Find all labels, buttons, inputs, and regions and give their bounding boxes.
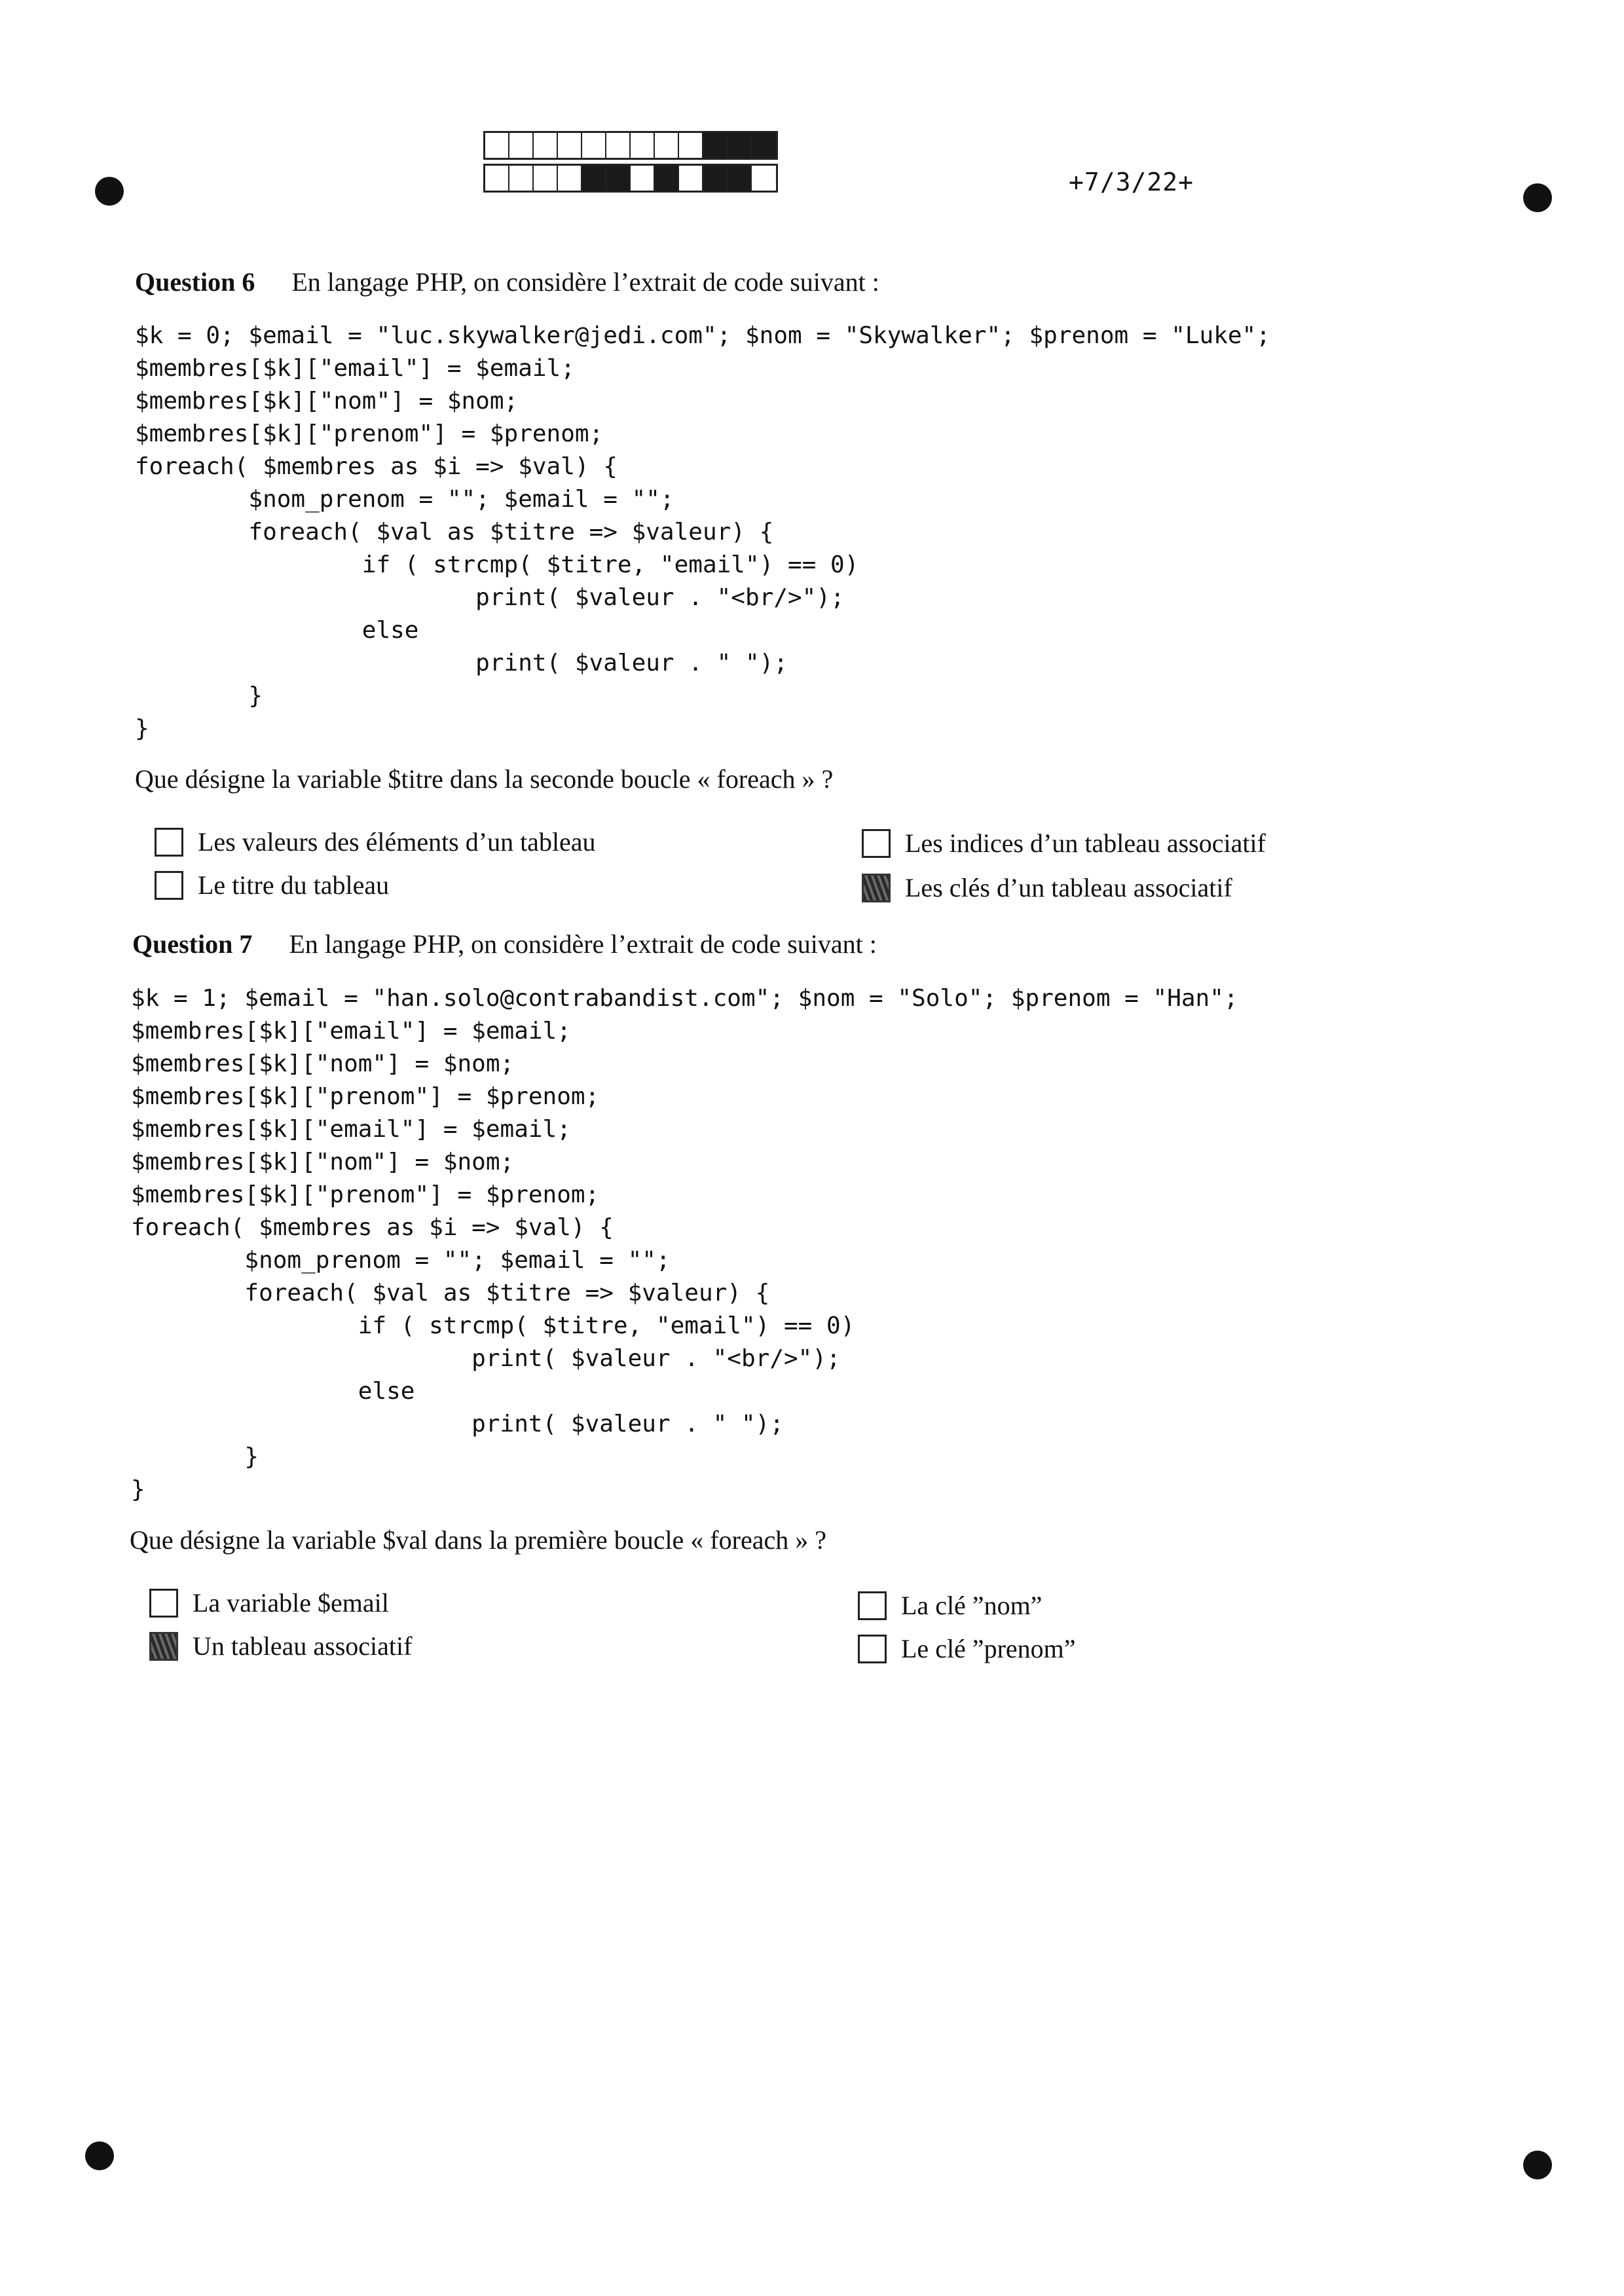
checkbox[interactable] [862,829,891,858]
question-intro: En langage PHP, on considère l’extrait de code suivant : [289,929,877,959]
barcode-cell [509,133,534,158]
barcode-cell [631,166,655,191]
code-block-q6: $k = 0; $email = "luc.skywalker@jedi.com"; $nom = "Skywalker"; $prenom = "Luke"; $membres[$k]["email"] = $email; $membres[$k]["nom"] = $nom; $membres[$k]["prenom"] = $prenom; foreach( $membres as $i => $val) { $nom_prenom = ""; $email = ""; foreach( $val as $titre => $valeur) { if ( strcmp( $titre, "email") == 0) print( $valeur . "<br/>"); else print( $valeur . " "); } } [135,322,1270,742]
registration-mark-bottom-right [1523,2151,1552,2179]
barcode-cell [728,133,752,158]
q7-choice-3[interactable] [858,1590,1042,1621]
checkbox[interactable] [858,1591,887,1620]
q7-choice-1[interactable] [149,1587,389,1618]
registration-mark-top-right [1523,183,1552,212]
question-label: Question 7 [132,929,253,959]
page-id: +7/3/22+ [1069,168,1194,196]
question-label: Question 6 [135,267,255,297]
choice-label: Les indices d’un tableau associatif [905,828,1266,858]
registration-mark-top-left [95,177,124,206]
choice-label: La variable $email [193,1588,389,1618]
choice-label: La clé ”nom” [901,1591,1043,1620]
barcode-cell [606,166,631,191]
barcode-cell [509,166,534,191]
barcode-cell [703,133,728,158]
barcode-cell [655,133,679,158]
question-7-header [132,929,877,959]
registration-mark-bottom-left [85,2141,114,2170]
q6-choice-3[interactable] [862,828,1266,859]
q7-choice-2[interactable] [149,1631,412,1661]
q7-choice-4[interactable] [858,1633,1076,1664]
barcode-cell [582,166,606,191]
barcode-cell [752,133,776,158]
q6-choice-2[interactable] [155,870,389,900]
barcode-cell [582,133,606,158]
barcode-cell [703,166,728,191]
barcode-cell [558,133,582,158]
barcode-row-2 [483,164,778,193]
barcode-cell [534,166,558,191]
q6-choice-1[interactable] [155,826,596,857]
checkbox[interactable] [858,1635,887,1663]
checkbox[interactable] [149,1589,178,1618]
choice-label: Les clés d’un tableau associatif [905,873,1232,902]
question-7-prompt: Que désigne la variable $val dans la première boucle « foreach » ? [130,1525,826,1555]
barcode-cell [631,133,655,158]
barcode-cell [752,166,776,191]
q6-choice-4[interactable] [862,872,1232,903]
checkbox[interactable] [149,1632,178,1661]
barcode-cell [728,166,752,191]
question-6-prompt: Que désigne la variable $titre dans la seconde boucle « foreach » ? [135,764,834,794]
choice-label: Un tableau associatif [193,1631,413,1661]
barcode-cell [606,133,631,158]
question-intro: En langage PHP, on considère l’extrait de code suivant : [291,267,879,297]
barcode-cell [679,166,703,191]
code-block-q7: $k = 1; $email = "han.solo@contrabandist.com"; $nom = "Solo"; $prenom = "Han"; $membres[$k]["email"] = $email; $membres[$k]["nom"] = $nom; $membres[$k]["prenom"] = $prenom; $membres[$k]["email"] = $email; $membres[$k]["nom"] = $nom; $membres[$k]["prenom"] = $prenom; foreach( $membres as $i => $val) { $nom_prenom = ""; $email = ""; foreach( $val as $titre => $valeur) { if ( strcmp( $titre, "email") == 0) print( $valeur . "<br/>"); else print( $valeur . " "); } } [131,985,1238,1503]
barcode-cell [558,166,582,191]
barcode-cell [534,133,558,158]
barcode-row-1 [483,131,778,160]
choice-label: Le clé ”prenom” [901,1634,1076,1663]
barcode-cell [485,166,509,191]
barcode-cell [679,133,703,158]
checkbox[interactable] [862,874,891,902]
barcode-cell [485,133,509,158]
checkbox[interactable] [155,828,183,857]
choice-label: Le titre du tableau [198,870,390,900]
choice-label: Les valeurs des éléments d’un tableau [198,827,596,857]
barcode-cell [655,166,679,191]
question-6-header [135,267,879,297]
checkbox[interactable] [155,871,183,900]
